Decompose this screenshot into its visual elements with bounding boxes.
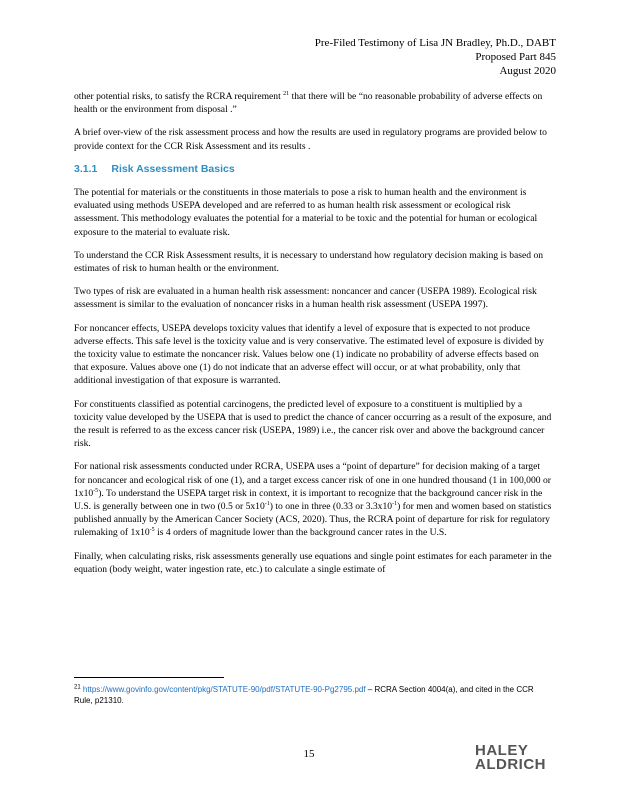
paragraph-text: ). To understand the USEPA target risk in context, it is important to recognize that the background cancer risk in the U.S. is generally between one in two (0.5 or 5x10: [74, 487, 543, 513]
paragraph-methodology: The potential for materials or the constituents in those materials to pose a risk to human health and the environment is evaluated using methods USEPA developed and are referred to as human health risk assessment or ecological risk assessment. This methodology evaluates the potential for a material to be toxic and the potential for human or ecological exposure to the material to evaluate risk.: [74, 187, 538, 238]
footnote-text: – RCRA Section 4004(a), and cited in the CCR Rule, p21310.: [74, 685, 534, 705]
paragraph-text: that there will be “no reasonable probability of adverse effects on health or the environment from disposal .”: [74, 91, 543, 116]
haley-aldrich-logo: [475, 744, 546, 772]
logo-line-2: ALDRICH: [475, 756, 546, 773]
paragraph-understand: To understand the CCR Risk Assessment results, it is necessary to understand how regulatory decision making is based on estimates of risk to human health or the environment.: [74, 249, 544, 275]
paragraph-noncancer: For noncancer effects, USEPA develops toxicity values that identify a level of exposure that is expected to not produce adverse effects. This safe level is the toxicity value and is very conservative. The estimated level of exposure is divided by the toxicity value to estimate the noncancer risk. Values below one (1) indicate no probability of adverse effects based on that exposure. Values above one (1) do not indicate that an adverse effect will occur, or at what probability, only that additional investigation of that exposure is warranted.: [74, 322, 544, 387]
footnote-link[interactable]: https://www.govinfo.gov/content/pkg/STATUTE-90/pdf/STATUTE-90-Pg2795.pdf: [82, 685, 366, 694]
section-title: Risk Assessment Basics: [111, 162, 235, 175]
logo-line-1: HALEY: [475, 742, 529, 759]
section-heading: [74, 163, 552, 176]
paragraph-text: other potential risks, to satisfy the RCRA requirement: [74, 91, 284, 102]
exponent: -5: [93, 487, 99, 494]
paragraph-text: ) to one in three (0.33 or 3.3x10: [269, 501, 393, 513]
footnote: [74, 684, 554, 706]
exponent: -1: [264, 500, 270, 507]
page-number: 15: [303, 748, 315, 760]
paragraph-risk-types: Two types of risk are evaluated in a human health risk assessment: noncancer and cancer (USEPA 1989). Ecological risk assessment is similar to the evaluation of noncancer risks in a human health risk assessment (USEPA 1997).: [74, 286, 537, 311]
exponent: -1: [392, 500, 398, 507]
section-number: 3.1.1: [74, 162, 98, 175]
header-date: August 2020: [499, 65, 556, 77]
paragraph-carcinogens: For constituents classified as potential carcinogens, the predicted level of exposure to a constituent is multiplied by a toxicity value developed by the USEPA that is used to predict the chance of cancer occurring as a result of the exposure, and the result is referred to as the excess cancer risk (USEPA, 1989) i.e., the cancer risk over and above the background cancer risk.: [74, 398, 552, 450]
footnote-divider: [74, 677, 224, 678]
paragraph-finally: Finally, when calculating risks, risk assessments generally use equations and single point estimates for each parameter in the equation (body weight, water ingestion rate, etc.) to calculate a single estimate of: [74, 550, 552, 575]
header-testimony-title: Pre-Filed Testimony of Lisa JN Bradley, Ph.D., DABT: [314, 37, 556, 49]
page-header: [315, 36, 556, 78]
footnote-number: 21: [74, 684, 81, 691]
header-proposed-part: Proposed Part 845: [475, 51, 556, 63]
paragraph-text: ) for men and women based on statistics published annually by the American Cancer Society (ACS, 2020). Thus, the RCRA point of departure for risk for regulatory rulemaking of 1x10: [74, 501, 552, 539]
paragraph-text: For national risk assessments conducted under RCRA, USEPA uses a “point of departure” for decision making of a target for noncancer and ecological risk of one (1), and a target excess cancer risk of one in one hundred thousand (1 in 100,000 or 1x10: [74, 461, 551, 499]
exponent: -5: [149, 527, 155, 534]
paragraph-continued: [74, 90, 552, 116]
paragraph-text: is 4 orders of magnitude lower than the background cancer rates in the U.S.: [154, 527, 447, 539]
footnote-reference: 21: [283, 90, 290, 97]
document-body: [74, 90, 552, 586]
paragraph-national-risk: [74, 460, 552, 539]
paragraph-overview: A brief over-view of the risk assessment process and how the results are used in regulatory programs are provided below to provide context for the CCR Risk Assessment and its results .: [74, 127, 547, 152]
